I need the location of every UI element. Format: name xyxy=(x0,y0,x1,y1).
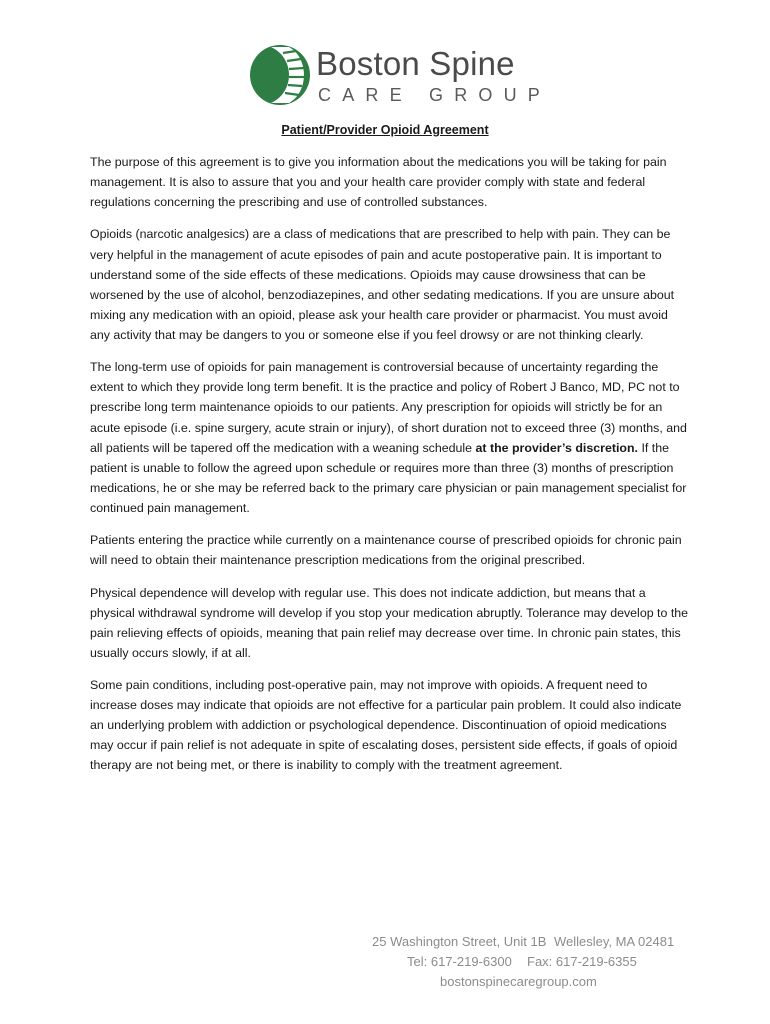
paragraph-long-term xyxy=(90,357,690,518)
paragraph-long-term-bold: at the provider’s discretion. xyxy=(475,440,638,455)
logo xyxy=(249,42,552,108)
footer-tel: Tel: 617-219-6300 xyxy=(407,954,512,969)
paragraph-maintenance: Patients entering the practice while currently on a maintenance course of prescribed opioids for chronic pain will need to obtain their maintenance prescription medications from the original prescribed. xyxy=(90,533,682,568)
footer-fax: Fax: 617-219-6355 xyxy=(527,954,637,969)
spine-logo-icon xyxy=(249,42,313,108)
footer-website: bostonspinecaregroup.com xyxy=(440,974,597,989)
document-body xyxy=(90,152,690,788)
paragraph-long-term-part1: The long-term use of opioids for pain management is controversial because of uncertainty regarding the extent to which they provide long term benefit. It is the practice and policy of Robert J Banco, MD, PC not to prescribe long term maintenance opioids to our patients. Any prescription for opioids will strictly be for an acute episode (i.e. spine surgery, acute strain or injury), of short duration not to exceed three (3) months, and all patients will be tapered off the medication with a weaning schedule xyxy=(90,360,687,455)
document-title: Patient/Provider Opioid Agreement xyxy=(281,123,489,137)
paragraph-long-term-part2: If the patient is unable to follow the agreed upon schedule or requires more than three (3) months of prescription medications, he or she may be referred back to the primary care physician or pain management specialist for continued pain management. xyxy=(90,440,687,515)
footer-address: 25 Washington Street, Unit 1B xyxy=(372,934,547,949)
paragraph-pain-conditions: Some pain conditions, including post-operative pain, may not improve with opioids. A frequent need to increase doses may indicate that opioids are not effective for a particular pain problem. It could also indicate an underlying problem with addiction or psychological dependence. Discontinuation of opioid medications may occur if pain relief is not adequate in spite of escalating doses, persistent side effects, if goals of opioid therapy are not being met, or there is inability to comply with the treatment agreement. xyxy=(90,678,682,773)
paragraph-purpose: The purpose of this agreement is to give you information about the medications you will be taking for pain management. It is also to assure that you and your health care provider comply with state and federal regulations concerning the prescribing and use of controlled substances. xyxy=(90,155,667,210)
logo-name: Boston Spine xyxy=(316,45,515,82)
logo-subtitle: CARE GROUP xyxy=(318,85,552,105)
paragraph-opioids: Opioids (narcotic analgesics) are a class of medications that are prescribed to help with pain. They can be very helpful in the management of acute episodes of pain and acute postoperative pain. It is important to understand some of the side effects of these medications. Opioids may cause drowsiness that can be worsened by the use of alcohol, benzodiazepines, and other sedating medications. If you are unsure about mixing any medication with an opioid, please ask your health care provider or pharmacist. You must avoid any activity that may be dangers to you or someone else if you feel drowsy or are not thinking clearly. xyxy=(90,227,675,342)
footer-city: Wellesley, MA 02481 xyxy=(554,934,675,949)
paragraph-dependence: Physical dependence will develop with regular use. This does not indicate addiction, but means that a physical withdrawal syndrome will develop if you stop your medication abruptly. Tolerance may develop to the pain relieving effects of opioids, meaning that pain relief may decrease over time. In chronic pain states, this usually occurs slowly, if at all. xyxy=(90,585,689,660)
